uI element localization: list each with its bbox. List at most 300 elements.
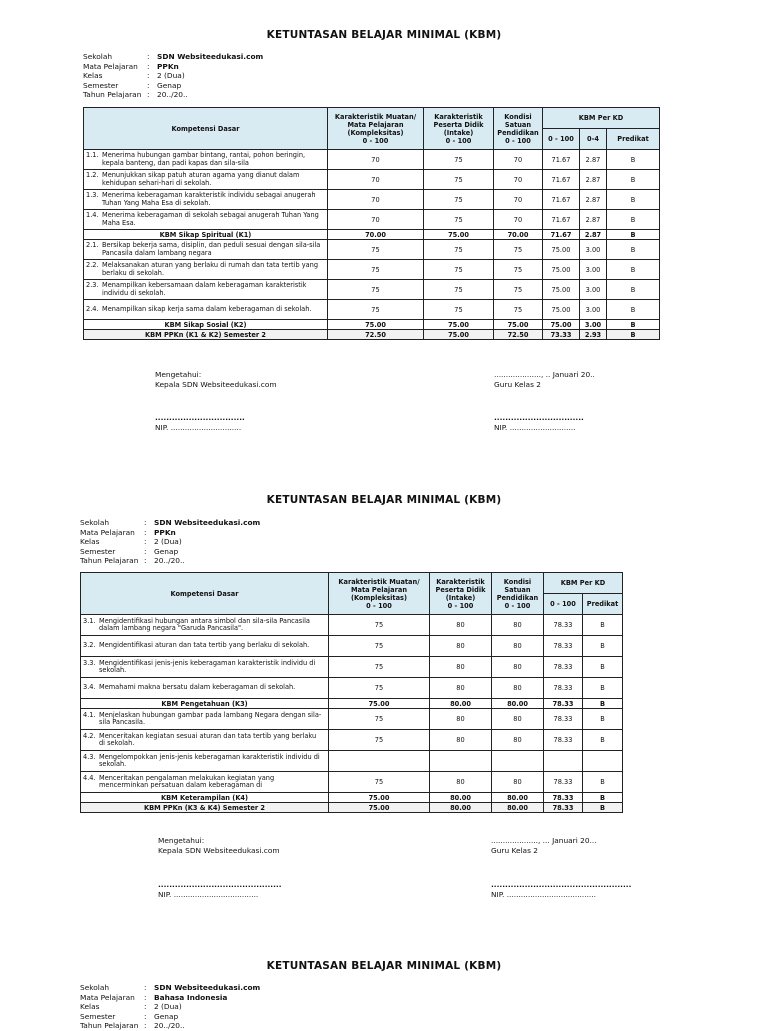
- value-cell: 75: [329, 636, 430, 657]
- value-cell: B: [583, 615, 623, 636]
- value-cell: B: [583, 636, 623, 657]
- value-cell: 78.33: [544, 803, 583, 813]
- table-row: [84, 170, 660, 190]
- info-label: Sekolah: [80, 983, 110, 992]
- summary-row: [81, 793, 623, 803]
- value-cell: B: [607, 280, 660, 300]
- doc1-info-block: [83, 52, 263, 100]
- value-cell: B: [607, 330, 660, 340]
- table-row: [84, 240, 660, 260]
- info-label: Semester: [80, 1011, 116, 1021]
- info-value: Genap: [157, 80, 182, 90]
- value-cell: 75: [424, 280, 494, 300]
- kd-text: Menerima keberagaman karakteristik individu sebagai anugerah Tuhan Yang Maha Esa di sekolah.: [102, 191, 316, 207]
- table-row: [81, 678, 623, 699]
- value-cell: 70: [494, 190, 543, 210]
- kd-number: 4.3.: [83, 752, 96, 761]
- value-cell: 80: [492, 615, 544, 636]
- value-cell: B: [607, 170, 660, 190]
- value-cell: 72.50: [328, 330, 424, 340]
- info-row: [83, 90, 263, 100]
- kd-text: Menunjukkan sikap patuh aturan agama yang dianut dalam kehidupan sehari-hari di sekolah.: [102, 171, 300, 187]
- value-cell: 78.33: [544, 730, 583, 751]
- col-kondisi-satuan: Kondisi Satuan Pendidikan 0 - 100: [492, 573, 544, 615]
- kd-number: 4.4.: [83, 773, 96, 782]
- value-cell: 75: [329, 657, 430, 678]
- value-cell: B: [607, 260, 660, 280]
- row-label: KBM PPKn (K3 & K4) Semester 2: [81, 803, 329, 813]
- table-row: [81, 636, 623, 657]
- kd-cell: [81, 636, 329, 657]
- value-cell: 2.87: [580, 190, 607, 210]
- signature-line: ............................................: [158, 880, 282, 889]
- value-cell: 3.00: [580, 320, 607, 330]
- value-cell: 2.87: [580, 230, 607, 240]
- info-row: [80, 1002, 260, 1012]
- value-cell: 75: [424, 210, 494, 230]
- info-separator: :: [144, 1021, 147, 1030]
- table-row: [84, 190, 660, 210]
- kd-text: Menerima keberagaman di sekolah sebagai anugerah Tuhan Yang Maha Esa.: [102, 211, 319, 227]
- nip-line: NIP. ......................................: [491, 890, 596, 899]
- table-row: [81, 657, 623, 678]
- total-row: [81, 803, 623, 813]
- kd-text: Menceritakan kegiatan sesuai aturan dan tata tertib yang berlaku di sekolah.: [99, 731, 317, 747]
- kd-text: Menampilkan sikap kerja sama dalam keberagaman di sekolah.: [102, 304, 312, 313]
- value-cell: 78.33: [544, 615, 583, 636]
- info-label: Sekolah: [83, 52, 113, 61]
- kd-number: 1.3.: [86, 191, 99, 200]
- info-separator: :: [144, 546, 147, 556]
- info-separator: :: [144, 527, 147, 537]
- info-value: 2 (Dua): [154, 537, 182, 546]
- value-cell: [430, 751, 492, 772]
- info-value: SDN Websiteedukasi.com: [154, 518, 261, 527]
- info-value: 20../20..: [154, 1021, 185, 1030]
- value-cell: B: [607, 240, 660, 260]
- kd-cell: [81, 615, 329, 636]
- value-cell: 75: [494, 300, 543, 320]
- value-cell: B: [583, 678, 623, 699]
- info-separator: :: [144, 983, 147, 992]
- info-separator: :: [144, 556, 147, 565]
- value-cell: 70: [328, 210, 424, 230]
- kd-text: Mengelompokkan jenis-jenis keberagaman karakteristik individu di sekolah.: [99, 752, 320, 768]
- known-label: Mengetahui:: [155, 370, 202, 379]
- info-separator: :: [147, 52, 150, 61]
- info-value: 2 (Dua): [154, 1002, 182, 1011]
- kd-cell: [84, 260, 328, 280]
- kd-text: Mengidentifikasi hubungan antara simbol dan sila-sila Pancasila dalam lambang negara "Garuda Pancasila".: [99, 616, 310, 632]
- value-cell: B: [607, 300, 660, 320]
- value-cell: 3.00: [580, 280, 607, 300]
- info-value: PPKn: [157, 61, 179, 71]
- doc2-kbm-table: [80, 572, 623, 813]
- info-row: [83, 62, 263, 72]
- value-cell: 80.00: [430, 699, 492, 709]
- summary-row: [81, 699, 623, 709]
- value-cell: B: [583, 803, 623, 813]
- col-kbm-0-100: 0 - 100: [544, 594, 583, 615]
- kd-cell: [84, 240, 328, 260]
- value-cell: 3.00: [580, 260, 607, 280]
- value-cell: B: [607, 230, 660, 240]
- value-cell: B: [583, 657, 623, 678]
- value-cell: 75: [328, 280, 424, 300]
- table-row: [84, 210, 660, 230]
- value-cell: 73.33: [543, 330, 580, 340]
- table-row: [81, 709, 623, 730]
- value-cell: 78.33: [544, 636, 583, 657]
- col-kbm-per-kd: KBM Per KD: [544, 573, 623, 594]
- table-row: [81, 772, 623, 793]
- col-karakteristik-peserta: Karakteristik Peserta Didik (Intake) 0 - 100: [430, 573, 492, 615]
- value-cell: 80.00: [430, 793, 492, 803]
- value-cell: 78.33: [544, 793, 583, 803]
- table-row: [84, 300, 660, 320]
- col-karakteristik-peserta: Karakteristik Peserta Didik (Intake) 0 - 100: [424, 108, 494, 150]
- value-cell: 75: [424, 260, 494, 280]
- value-cell: B: [607, 190, 660, 210]
- kd-cell: [81, 678, 329, 699]
- value-cell: B: [607, 210, 660, 230]
- table-row: [81, 730, 623, 751]
- kd-cell: [84, 280, 328, 300]
- kd-cell: [84, 150, 328, 170]
- value-cell: 75.00: [543, 300, 580, 320]
- info-separator: :: [147, 80, 150, 90]
- value-cell: 71.67: [543, 170, 580, 190]
- nip-line: NIP. ............................: [494, 423, 576, 432]
- doc3-info-block: [80, 983, 260, 1031]
- info-value: SDN Websiteedukasi.com: [157, 52, 264, 61]
- value-cell: 75.00: [328, 320, 424, 330]
- info-row: [80, 1012, 260, 1022]
- info-value: 2 (Dua): [157, 71, 185, 80]
- col-kondisi-satuan: Kondisi Satuan Pendidikan 0 - 100: [494, 108, 543, 150]
- value-cell: 78.33: [544, 772, 583, 793]
- value-cell: 71.67: [543, 230, 580, 240]
- kd-cell: [84, 210, 328, 230]
- kd-text: Mengidentifikasi jenis-jenis keberagaman karakteristik individu di sekolah.: [99, 658, 316, 674]
- value-cell: 80: [492, 636, 544, 657]
- col-karakteristik-muatan: Karakteristik Muatan/ Mata Pelajaran (Kompleksitas) 0 - 100: [329, 573, 430, 615]
- value-cell: 75: [329, 709, 430, 730]
- value-cell: 75: [424, 300, 494, 320]
- kd-number: 1.4.: [86, 211, 99, 220]
- value-cell: 80: [492, 772, 544, 793]
- value-cell: B: [583, 793, 623, 803]
- kd-cell: [81, 751, 329, 772]
- row-label: KBM Sikap Sosial (K2): [84, 320, 328, 330]
- info-value: Bahasa Indonesia: [154, 992, 228, 1002]
- summary-row: [84, 320, 660, 330]
- value-cell: 78.33: [544, 699, 583, 709]
- col-kompetensi-dasar: Kompetensi Dasar: [84, 108, 328, 150]
- kd-number: 3.2.: [83, 641, 96, 650]
- value-cell: 80: [430, 772, 492, 793]
- col-kompetensi-dasar: Kompetensi Dasar: [81, 573, 329, 615]
- table-row: [81, 751, 623, 772]
- value-cell: B: [583, 730, 623, 751]
- value-cell: 75: [329, 730, 430, 751]
- table-row: [84, 280, 660, 300]
- value-cell: 71.67: [543, 190, 580, 210]
- kd-number: 1.2.: [86, 171, 99, 180]
- info-label: Tahun Pelajaran: [80, 556, 139, 565]
- value-cell: 3.00: [580, 300, 607, 320]
- col-kbm-0-4: 0-4: [580, 129, 607, 150]
- date-line: ...................., ... Januari 20...: [491, 836, 597, 845]
- value-cell: 75.00: [329, 793, 430, 803]
- value-cell: [583, 751, 623, 772]
- col-karakteristik-muatan: Karakteristik Muatan/ Mata Pelajaran (Kompleksitas) 0 - 100: [328, 108, 424, 150]
- info-row: [83, 52, 263, 62]
- value-cell: 80: [492, 678, 544, 699]
- value-cell: 70: [328, 170, 424, 190]
- doc2-sign-left: [158, 836, 282, 900]
- kd-text: Menampilkan kebersamaan dalam keberagaman karakteristik individu di sekolah.: [102, 281, 307, 297]
- row-label: KBM Pengetahuan (K3): [81, 699, 329, 709]
- info-label: Tahun Pelajaran: [80, 1021, 139, 1030]
- kd-text: Bersikap bekerja sama, disiplin, dan peduli sesuai dengan sila-sila Pancasila dalam lambang negara: [102, 241, 321, 257]
- nip-line: NIP. ..............................: [155, 423, 242, 432]
- value-cell: 78.33: [544, 678, 583, 699]
- doc1-sign-right: [494, 370, 595, 433]
- value-cell: 70: [328, 190, 424, 210]
- value-cell: 78.33: [544, 709, 583, 730]
- date-line: ...................., .. Januari 20..: [494, 370, 595, 379]
- kd-number: 3.3.: [83, 658, 96, 667]
- signature-line: ................................: [155, 413, 245, 422]
- value-cell: 75: [494, 240, 543, 260]
- kd-text: Melaksanakan aturan yang berlaku di rumah dan tata tertib yang berlaku di sekolah.: [102, 261, 319, 277]
- kd-cell: [81, 772, 329, 793]
- kd-number: 4.2.: [83, 731, 96, 740]
- info-label: Mata Pelajaran: [80, 992, 135, 1002]
- info-label: Semester: [83, 80, 119, 90]
- info-separator: :: [147, 90, 150, 99]
- value-cell: 75.00: [329, 699, 430, 709]
- value-cell: B: [583, 772, 623, 793]
- value-cell: 80: [430, 678, 492, 699]
- info-row: [80, 518, 260, 528]
- value-cell: 75: [328, 260, 424, 280]
- kd-text: Menjelaskan hubungan gambar pada lambang Negara dengan sila-sila Pancasila.: [99, 710, 322, 726]
- value-cell: 80: [430, 730, 492, 751]
- value-cell: 75: [424, 240, 494, 260]
- value-cell: 71.67: [543, 150, 580, 170]
- value-cell: 75.00: [543, 320, 580, 330]
- total-row: [84, 330, 660, 340]
- info-row: [83, 71, 263, 81]
- info-label: Mata Pelajaran: [80, 527, 135, 537]
- nip-line: NIP. ....................................: [158, 890, 259, 899]
- info-row: [80, 547, 260, 557]
- teacher-label: Guru Kelas 2: [494, 380, 541, 389]
- row-label: KBM Sikap Spiritual (K1): [84, 230, 328, 240]
- info-label: Tahun Pelajaran: [83, 90, 142, 99]
- value-cell: 80: [430, 709, 492, 730]
- value-cell: 80.00: [492, 803, 544, 813]
- value-cell: 75: [494, 260, 543, 280]
- value-cell: [492, 751, 544, 772]
- summary-row: [84, 230, 660, 240]
- value-cell: 70: [494, 210, 543, 230]
- value-cell: [329, 751, 430, 772]
- value-cell: 75.00: [543, 280, 580, 300]
- row-label: KBM PPKn (K1 & K2) Semester 2: [84, 330, 328, 340]
- info-row: [80, 528, 260, 538]
- doc2-info-block: [80, 518, 260, 566]
- info-value: 20../20..: [157, 90, 188, 99]
- kd-number: 4.1.: [83, 710, 96, 719]
- value-cell: 80.00: [492, 699, 544, 709]
- info-separator: :: [144, 1011, 147, 1021]
- doc2-title: KETUNTASAN BELAJAR MINIMAL (KBM): [266, 494, 502, 506]
- kd-number: 3.1.: [83, 616, 96, 625]
- doc1-kbm-table: [83, 107, 660, 340]
- value-cell: 75.00: [424, 230, 494, 240]
- value-cell: 2.87: [580, 210, 607, 230]
- value-cell: 70.00: [328, 230, 424, 240]
- doc1-sign-left: [155, 370, 277, 433]
- info-value: Genap: [154, 1011, 179, 1021]
- doc2-table-body: [81, 615, 623, 813]
- kd-cell: [84, 190, 328, 210]
- value-cell: B: [607, 150, 660, 170]
- kd-cell: [81, 730, 329, 751]
- value-cell: 75.00: [329, 803, 430, 813]
- value-cell: 70.00: [494, 230, 543, 240]
- value-cell: 75.00: [494, 320, 543, 330]
- value-cell: 75.00: [543, 240, 580, 260]
- value-cell: 70: [494, 150, 543, 170]
- value-cell: 75.00: [424, 330, 494, 340]
- value-cell: 2.87: [580, 170, 607, 190]
- value-cell: 75.00: [543, 260, 580, 280]
- kd-cell: [81, 657, 329, 678]
- value-cell: 70: [328, 150, 424, 170]
- headmaster-label: Kepala SDN Websiteedukasi.com: [155, 380, 277, 389]
- info-label: Mata Pelajaran: [83, 61, 138, 71]
- value-cell: B: [607, 320, 660, 330]
- value-cell: [544, 751, 583, 772]
- teacher-label: Guru Kelas 2: [491, 846, 538, 855]
- table-row: [84, 150, 660, 170]
- info-separator: :: [147, 71, 150, 80]
- info-separator: :: [144, 537, 147, 546]
- info-row: [83, 81, 263, 91]
- kd-text: Memahami makna bersatu dalam keberagaman di sekolah.: [99, 683, 296, 692]
- kd-number: 2.4.: [86, 304, 99, 313]
- kd-text: Menerima hubungan gambar bintang, rantai, pohon beringin, kepala banteng, dan padi kapas dan sila-sila: [102, 151, 306, 167]
- kd-cell: [84, 300, 328, 320]
- table-row: [81, 615, 623, 636]
- value-cell: 80.00: [492, 793, 544, 803]
- col-predikat: Predikat: [607, 129, 660, 150]
- kd-cell: [84, 170, 328, 190]
- doc1-title: KETUNTASAN BELAJAR MINIMAL (KBM): [266, 29, 502, 41]
- value-cell: 75: [329, 615, 430, 636]
- value-cell: 70: [494, 170, 543, 190]
- kd-number: 2.1.: [86, 241, 99, 250]
- info-row: [80, 537, 260, 547]
- value-cell: 75: [424, 170, 494, 190]
- headmaster-label: Kepala SDN Websiteedukasi.com: [158, 846, 280, 855]
- value-cell: 75: [329, 678, 430, 699]
- table-row: [84, 260, 660, 280]
- info-row: [80, 983, 260, 993]
- info-row: [80, 993, 260, 1003]
- value-cell: 3.00: [580, 240, 607, 260]
- doc1-table-body: [84, 150, 660, 340]
- info-label: Kelas: [80, 537, 100, 546]
- value-cell: 80: [492, 709, 544, 730]
- value-cell: 75: [494, 280, 543, 300]
- info-label: Kelas: [83, 71, 103, 80]
- info-label: Sekolah: [80, 518, 110, 527]
- kd-number: 3.4.: [83, 683, 96, 692]
- info-row: [80, 556, 260, 566]
- info-separator: :: [144, 992, 147, 1002]
- value-cell: 75: [424, 190, 494, 210]
- value-cell: 80: [492, 657, 544, 678]
- info-value: SDN Websiteedukasi.com: [154, 983, 261, 992]
- col-kbm-per-kd: KBM Per KD: [543, 108, 660, 129]
- row-label: KBM Keterampilan (K4): [81, 793, 329, 803]
- signature-line: ................................: [494, 413, 584, 422]
- value-cell: B: [583, 709, 623, 730]
- info-value: 20../20..: [154, 556, 185, 565]
- info-value: Genap: [154, 546, 179, 556]
- info-separator: :: [147, 61, 150, 71]
- info-value: PPKn: [154, 527, 176, 537]
- value-cell: 75: [329, 772, 430, 793]
- kd-text: Menceritakan pengalaman melakukan kegiatan yang mencerminkan persatuan dalam keberagaman di: [99, 773, 275, 789]
- value-cell: 75: [424, 150, 494, 170]
- value-cell: 80: [430, 636, 492, 657]
- col-kbm-0-100: 0 - 100: [543, 129, 580, 150]
- value-cell: 80: [492, 730, 544, 751]
- value-cell: 75.00: [424, 320, 494, 330]
- col-predikat: Predikat: [583, 594, 623, 615]
- value-cell: 75: [328, 300, 424, 320]
- kd-cell: [81, 709, 329, 730]
- doc2-sign-right: [491, 836, 631, 900]
- kd-text: Mengidentifikasi aturan dan tata tertib yang berlaku di sekolah.: [99, 641, 310, 650]
- signature-line: ..................................................: [491, 880, 632, 889]
- value-cell: B: [583, 699, 623, 709]
- info-separator: :: [144, 518, 147, 527]
- value-cell: 78.33: [544, 657, 583, 678]
- value-cell: 72.50: [494, 330, 543, 340]
- value-cell: 2.87: [580, 150, 607, 170]
- value-cell: 80: [430, 657, 492, 678]
- value-cell: 71.67: [543, 210, 580, 230]
- kd-number: 1.1.: [86, 151, 99, 160]
- value-cell: 2.93: [580, 330, 607, 340]
- doc3-title: KETUNTASAN BELAJAR MINIMAL (KBM): [266, 960, 502, 972]
- kd-number: 2.2.: [86, 261, 99, 270]
- value-cell: 75: [328, 240, 424, 260]
- info-row: [80, 1021, 260, 1031]
- value-cell: 80.00: [430, 803, 492, 813]
- info-separator: :: [144, 1002, 147, 1011]
- kd-number: 2.3.: [86, 281, 99, 290]
- info-label: Semester: [80, 546, 116, 556]
- value-cell: 80: [430, 615, 492, 636]
